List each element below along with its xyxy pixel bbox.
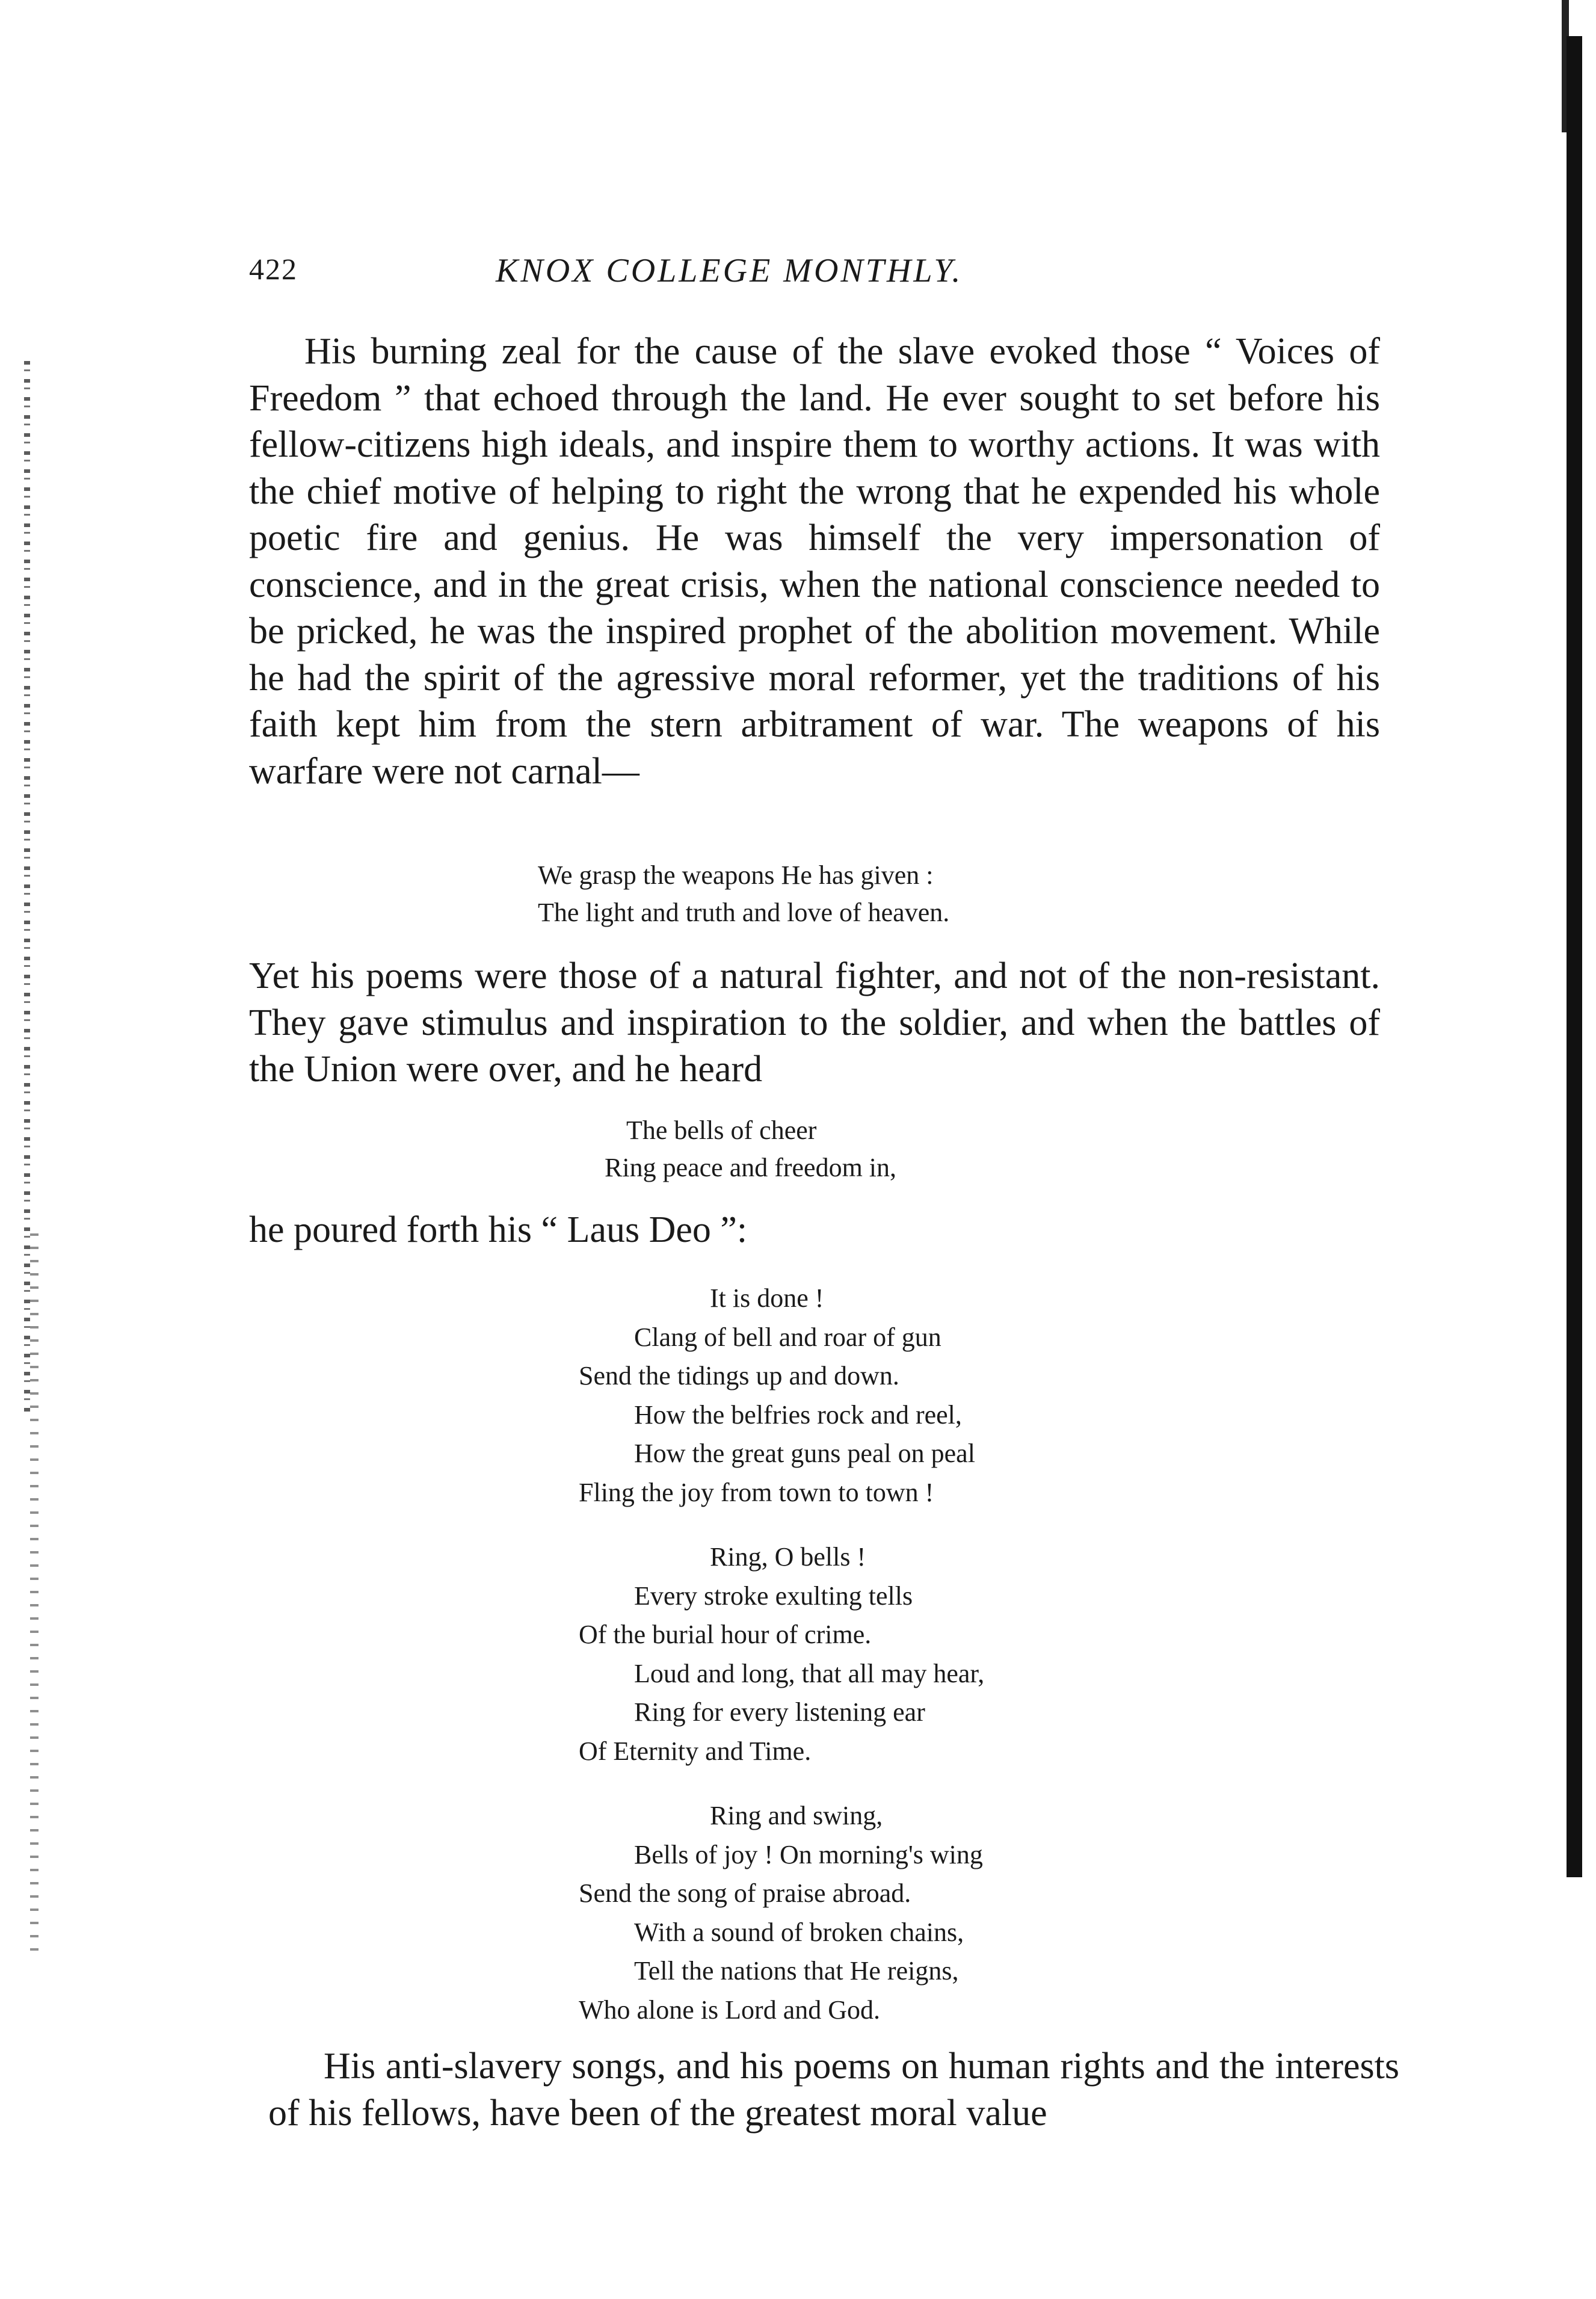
paragraph-natural-fighter: Yet his poems were those of a natural fighter, and not of the non-resistant. They gave stimulus and inspiration to the soldier, and when the battles of the Union were over, and he heard: [249, 955, 1380, 1090]
poem-line: Who alone is Lord and God.: [579, 1995, 880, 2025]
poem-line: Ring for every listening ear: [634, 1697, 925, 1727]
poem-line: With a sound of broken chains,: [634, 1917, 964, 1947]
poem-line: Of Eternity and Time.: [579, 1736, 812, 1766]
poem-line: How the great guns peal on peal: [634, 1439, 975, 1468]
poem-line: Of the burial hour of crime.: [579, 1620, 872, 1649]
poem-line: How the belfries rock and reel,: [634, 1399, 962, 1430]
verse-quote-bells: [605, 1112, 896, 1187]
poem-line: Send the tidings up and down.: [579, 1361, 899, 1390]
page-number: 422: [249, 252, 298, 286]
poem-line: Ring and swing,: [710, 1801, 883, 1830]
paragraph-laus-deo-intro: he poured forth his “ Laus Deo ”:: [249, 1209, 748, 1250]
verse-quote-weapons: [538, 857, 949, 931]
paragraph-whittier-zeal: His burning zeal for the cause of the slave evoked those “ Voices of Freedom ” that echoed through the land. He ever sought to set before his fellow-citizens high ideals, and inspire them to worthy actions. It was with the chief motive of helping to right the wrong that he expended his whole poetic fire and genius. He was himself the very impersonation of conscience, and in the great crisis, when the national conscience needed to be pricked, he was the inspired prophet of the abolition movement. While he had the spirit of the agressive moral reformer, yet the traditions of his faith kept him from the stern arbitrament of war. The weapons of his warfare were not carnal—: [249, 331, 1380, 792]
poem-line: Fling the joy from town to town !: [579, 1477, 934, 1507]
verse-line: The light and truth and love of heaven.: [538, 898, 950, 927]
verse-line: We grasp the weapons He has given :: [538, 860, 934, 890]
poem-line: Send the song of praise abroad.: [579, 1878, 911, 1908]
verse-line: Ring peace and freedom in,: [605, 1153, 897, 1182]
poem-line: Bells of joy ! On morning's wing: [634, 1839, 983, 1869]
poem-stanza: [579, 1538, 984, 1771]
poem-stanza: [579, 1279, 975, 1512]
poem-line: Clang of bell and roar of gun: [634, 1322, 941, 1352]
poem-line: It is done !: [710, 1283, 824, 1313]
scan-margin-speckle: [24, 361, 30, 1414]
poem-line: Loud and long, that all may hear,: [634, 1658, 985, 1688]
page-header: [249, 252, 1103, 300]
paragraph-anti-slavery-songs: His anti-slavery songs, and his poems on human rights and the interests of his fellows, have been of the greatest moral value: [268, 2046, 1399, 2134]
poem-line: Ring, O bells !: [710, 1542, 866, 1572]
verse-line: The bells of cheer: [626, 1116, 817, 1145]
poem-line: Every stroke exulting tells: [634, 1581, 913, 1611]
poem-stanza: [579, 1797, 983, 2029]
poem-line: Tell the nations that He reigns,: [634, 1956, 959, 1986]
running-title: KNOX COLLEGE MONTHLY.: [496, 252, 963, 289]
scan-margin-speckle: [30, 1233, 39, 1955]
scan-edge-shadow: [1567, 36, 1582, 1877]
